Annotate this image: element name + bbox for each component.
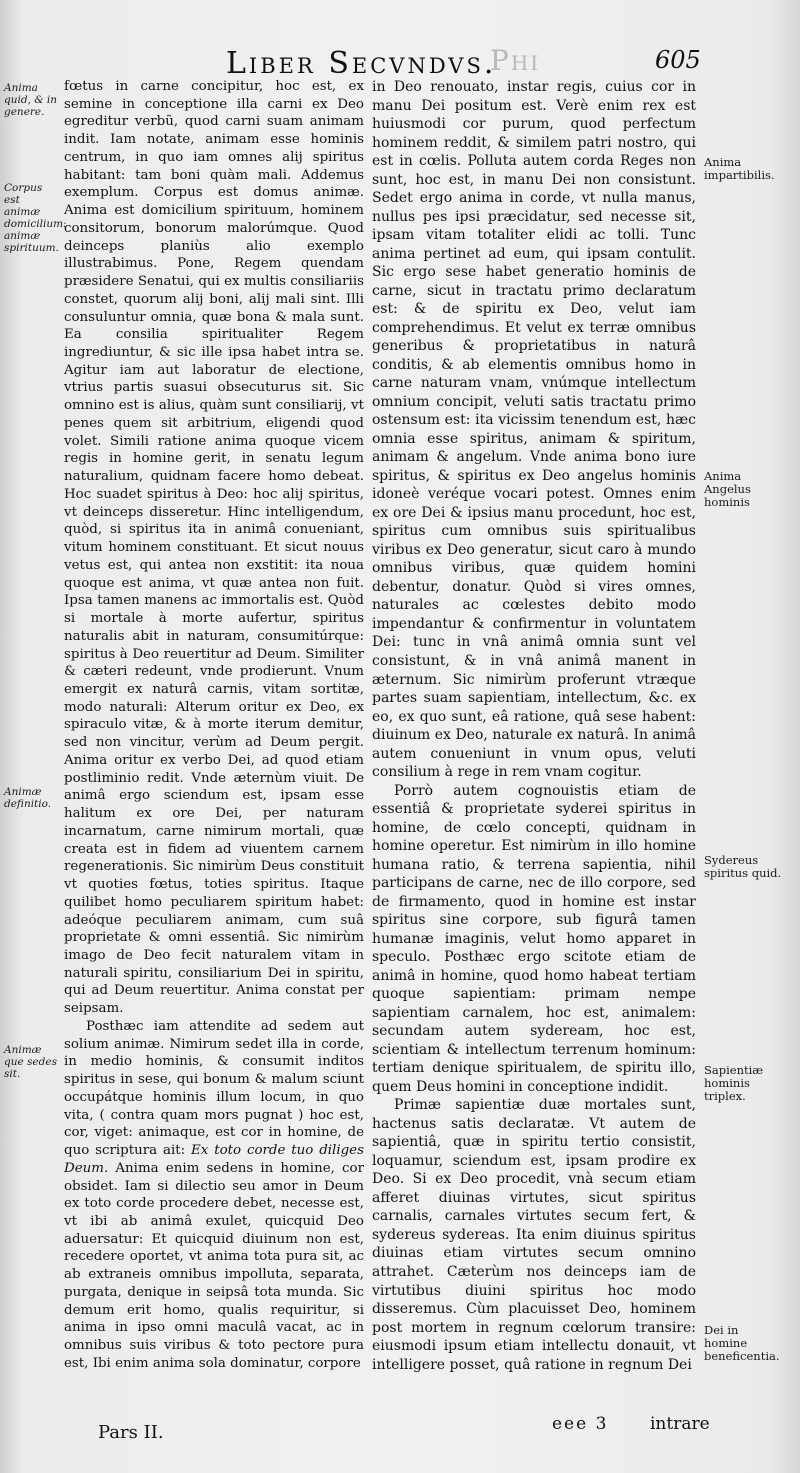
margin-note-left-4: Animæ que sedes sit. <box>4 1044 57 1080</box>
right-column <box>372 78 696 1374</box>
left-paragraph-2-text-a: Posthæc iam attendite ad sedem aut solium animæ. Nimirum sedet illa in corde, in medio hominis, & consumit inditos spiritus in sese, qui bonum & malum sciunt occupátque hominis illum locum, in quo vita, ( contra quam mors pugnat ) hoc est, cor, viget: animaque, est cor in homine, de quo scriptura ait: <box>64 1018 364 1159</box>
left-paragraph-1: fœtus in carne concipitur, hoc est, ex semine in conceptione illa carni ex Deo egreditur verbũ, quod carni suam animam indit. Iam notate, animam esse hominis centrum, in quo iam omnes alij spiritus habitant: tam boni quàm mali. Addemus exemplum. Corpus est domus animæ. Anima est domicilium spirituum, hominem consitorum, bonorum malorúmque. Quod deinceps planiùs alio exemplo illustrabimus. Pone, Regem quendam præsidere Senatui, qui ex multis consiliariis constet, quorum alij boni, alij mali sint. Illi consuluntur omnia, quæ bona & mala sunt. Ea consilia spiritualiter Regem ingrediuntur, & sic ille ipsa habet intra se. Agitur iam aut laboratur de electione, vtrius partis suasui obsecuturus sit. Sic omnino est is alius, quàm sunt consiliarij, vt penes quem sit arbitrium, eligendi quod volet. Simili ratione anima quoque vicem regis in homine gerit, in senatu legum naturalium, quidnam facere homo debeat. Hoc suadet spiritus à Deo: hoc alij spiritus, vt deinceps disseretur. Hinc intelligendum, quòd, si spiritus ita in animâ conueniant, vitum hominem constituant. Et sicut nouus vetus est, qui antea non exstitit: ita noua quoque est anima, vt quæ antea non fuit. Ipsa tamen manens ac immortalis est. Quòd si mortale à morte aufertur, spiritus naturalis abit in naturam, consumitúrque: spiritus à Deo reuertitur ad Deum. Similiter & cæteri redeunt, vnde prodierunt. Vnum emergit ex naturâ carnis, vitam sortitæ, modo naturali: Alterum oritur ex Deo, ex spiraculo vitæ, & à morte iterum demitur, sed non vincitur, verùm ad Deum pergit. Anima oritur ex verbo Dei, ad quod etiam postliminio redit. Vnde æternùm viuit. De animâ ergo sciendum est, ipsam esse halitum ex ore Dei, per naturam incarnatum, carne nimirum mortali, quæ creata est in fidem ad viuentem carnem regenerationis. Sic nimirùm Deus constituit vt quoties fœtus, toties spiritus. Itaque quilibet homo peculiarem spiritum habet: adeóque peculiarem animam, cum suâ proprietate & omni essentiâ. Sic nimirùm imago de Deo fecit naturalem vitam in naturali spiritu, consiliarium Dei in spiritu, qui ad Deum reuertitur. Anima constat per seipsam. <box>64 79 364 1017</box>
left-paragraph-2 <box>64 1018 364 1373</box>
margin-note-right-4: Sapientiæ hominis triplex. <box>704 1063 764 1103</box>
margin-note-right-1: Anima impartibilis. <box>704 155 775 182</box>
margin-note-right-5: Dei in homine beneficentia. <box>704 1323 780 1363</box>
margin-note-left-3: Animæ definitio. <box>4 786 52 810</box>
catchword: intrare <box>650 1414 710 1434</box>
right-paragraph-3: Primæ sapientiæ duæ mortales sunt, hactenus satis declaratæ. Vt autem de sapientiâ, quæ in spiritu tertio consistit, loquamur, sciendum est, ipsam prodire ex Deo. Si ex Deo procedit, vnà secum etiam afferet diuinas virtutes, sicut spiritus carnalis, carnales virtutes secum fert, & sydereus sydereas. Ita enim diuinus spiritus diuinas etiam virtutes secum omnino attrahet. Cæterùm nos deinceps iam de virtutibus diuini spiritus hoc modo disseremus. Cùm placuisset Deo, hominem post mortem in regnum cœlorum transire: eiusmodi ipsum etiam intellectu donauit, vt intelligere posset, quâ ratione in regnum Dei <box>372 1097 696 1373</box>
left-column <box>64 78 364 1373</box>
part-label: Pars II. <box>98 1422 164 1443</box>
show-through-text: Phi <box>490 44 541 77</box>
scripture-quote: Ex toto corde tuo diliges Deum. <box>64 1143 364 1176</box>
right-paragraph-2: Porrò autem cognouistis etiam de essentiâ & proprietate syderei spiritus in homine, de cœlo concepti, quidnam in homine operetur. Est nimirùm in illo homine humana ratio, & terrena sapientia, nihil participans de carne, nec de illo corpore, sed de firmamento, quod in homine est instar spiritus sine corpore, sub figurâ tamen humanæ imaginis, velut homo apparet in speculo. Posthæc ergo scitote etiam de animâ in homine, quod homo habeat tertiam quoque sapientiam: primam nempe sapientiam carnalem, hoc est, animalem: secundam autem sydeream, hoc est, scientiam & intellectum terrenum hominum: tertiam denique spiritualem, de spiritu illo, quem Deus homini in conceptione indidit. <box>372 782 696 1095</box>
margin-note-left-2: Corpus est animæ domicilium: animæ spirituum. <box>4 182 67 254</box>
page-number: 605 <box>655 46 701 74</box>
signature-mark: eee 3 <box>552 1414 609 1434</box>
page-footer <box>0 1414 800 1444</box>
left-paragraph-2-text-b: Anima enim sedens in homine, cor obsidet. Iam si dilectio seu amor in Deum ex toto corde procedere debet, necesse est, vt ibi ab animâ exulet, quicquid Deo aduersatur: Et quicquid diuinum non est, recedere oportet, vt anima tota pura sit, ac ab extraneis omnibus impolluta, separata, purgata, denique in seipsâ tota munda. Sic demum erit homo, qualis requiritur, si anima in ipso omni maculâ vacat, ac in omnibus suis viribus & toto pectore pura est, Ibi enim anima sola dominatur, corpore <box>64 1160 364 1371</box>
right-paragraph-1: in Deo renouato, instar regis, cuius cor in manu Dei positum est. Verè enim rex est huiusmodi cor purum, quod perfectum hominem reddit, & similem patri nostro, qui est in cœlis. Polluta autem corda Reges non sunt, hoc est, in manu Dei non consistunt. Sedet ergo anima in corde, vt nulla manus, nullus pes ipsi præcidatur, sed necesse sit, ipsam vitam totaliter elidi ac tolli. Tunc anima pertinet ad eum, qui ipsam contulit. Sic ergo sese habet generatio hominis de carne, sicut in tractatu primo declaratum est: & de spiritu ex Deo, velut iam comprehendimus. Et velut ex terræ omnibus generibus & proprietatibus in naturâ conditis, & ab elementis omnibus homo in carne naturam vnam, vnúmque intellectum omnium concipit, veluti satis tractatu primo ostensum est: ita vicissim tenendum est, hæc omnia esse spiritus, animam & spiritum, animam & angelum. Vnde anima bono iure spiritus, & spiritus ex Deo angelus hominis idoneè veréque vocari potest. Omnes enim ex ore Dei & ipsius manu procedunt, hoc est, spiritus cum omnibus suis spiritualibus viribus ex Deo generatur, sicut caro à mundo omnibus viribus, quæ quidem homini debentur, donatur. Quòd si vires omnes, naturales ac cœlestes debito modo impendantur & confirmentur in voluntatem Dei: tunc in vnâ animâ omnia sunt vel consistunt, & in vnâ animâ manent in æternum. Sic nimirùm proferunt vtræque partes suam sapientiam, intellectum, &c. ex eo, ex quo sunt, eâ ratione, quâ sese habent: diuinum ex Deo, naturale ex naturâ. In animâ autem conueniunt in vnum opus, veluti consilium à rege in rem vnam cogitur. <box>372 79 696 781</box>
margin-note-right-2: Anima Angelus hominis <box>704 469 751 509</box>
margin-note-left-1: Anima quid, & in genere. <box>4 82 58 118</box>
margin-note-right-3: Sydereus spiritus quid. <box>704 853 782 880</box>
running-title: Liber Secvndvs. <box>226 46 497 81</box>
